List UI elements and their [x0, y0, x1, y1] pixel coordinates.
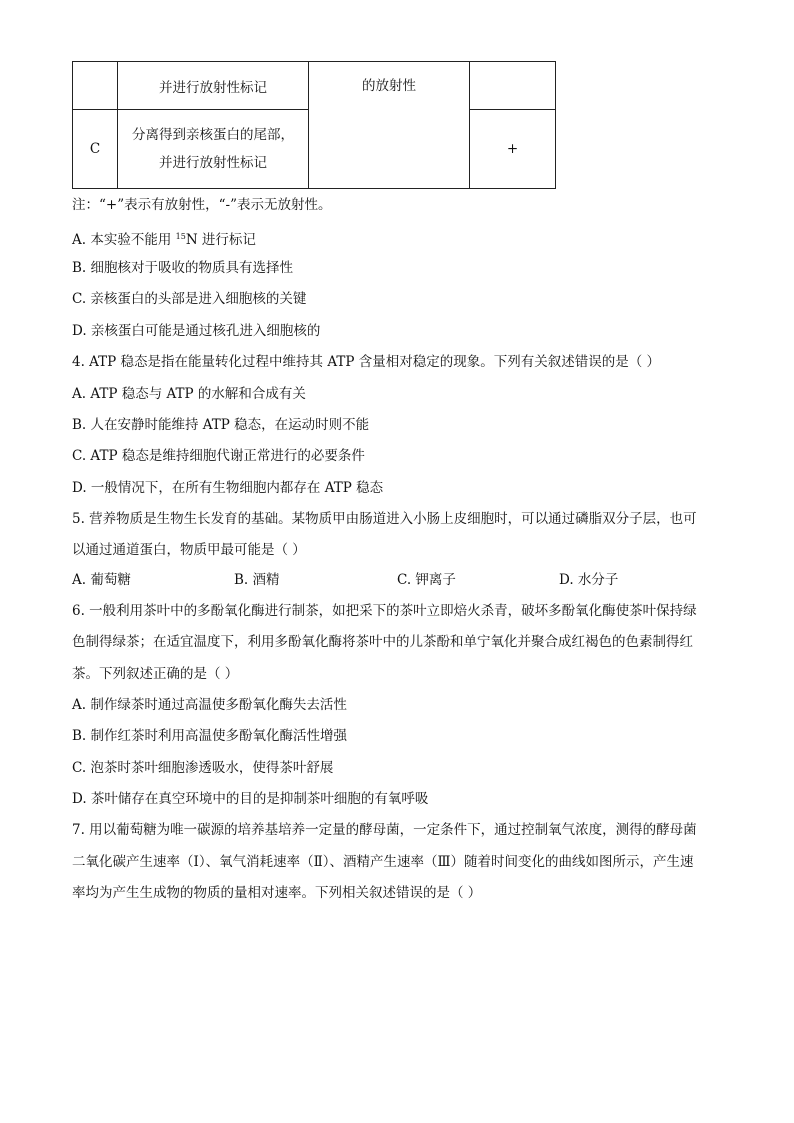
option-b: B. 人在安静时能维持 ATP 稳态，在运动时则不能	[72, 417, 370, 433]
question-5-stem: 5. 营养物质是生物生长发育的基础。某物质甲由肠道进入小肠上皮细胞时，可以通过磷脂双分子层，也可	[72, 511, 697, 527]
question-6-stem: 色制得绿茶；在适宜温度下，利用多酚氧化酶将茶叶中的儿茶酚和单宁氧化并聚合成红褐色的色素制得红	[72, 634, 693, 650]
option-a: A. 葡萄糖	[72, 572, 131, 588]
question-7-stem: 7. 用以葡萄糖为唯一碳源的培养基培养一定量的酵母菌，一定条件下，通过控制氧气浓度，测得的酵母菌	[72, 822, 697, 838]
option-d: D. 亲核蛋白可能是通过核孔进入细胞核的	[72, 323, 321, 339]
table-note: 注：“+”表示有放射性，“-”表示无放射性。	[72, 197, 332, 213]
option-a	[72, 227, 256, 250]
table-cell	[118, 110, 309, 189]
option-c: C. 钾离子	[397, 572, 456, 588]
table-cell	[73, 62, 118, 110]
question-7-stem: 率均为产生生成物的物质的量相对速率。下列相关叙述错误的是（ ）	[72, 885, 482, 901]
question-5-options	[0, 570, 794, 590]
table-cell: C	[73, 110, 118, 189]
option-b: B. 酒精	[234, 572, 280, 588]
cell-line: 分离得到亲核蛋白的尾部，	[132, 127, 294, 143]
option-d: D. 茶叶储存在真空环境中的目的是抑制茶叶细胞的有氧呼吸	[72, 791, 429, 807]
question-6-stem: 茶。下列叙述正确的是（ ）	[72, 666, 239, 682]
option-text: N 进行标记	[185, 232, 256, 248]
option-a: A. ATP 稳态与 ATP 的水解和合成有关	[72, 386, 306, 402]
question-4-stem: 4. ATP 稳态是指在能量转化过程中维持其 ATP 含量相对稳定的现象。下列有关叙述错误的是（ ）	[72, 354, 661, 370]
option-c: C. 亲核蛋白的头部是进入细胞核的关键	[72, 291, 307, 307]
table-cell: 并进行放射性标记	[118, 62, 309, 110]
option-d: D. 一般情况下，在所有生物细胞内都存在 ATP 稳态	[72, 480, 384, 496]
table-cell-merged: 的放射性	[309, 62, 470, 189]
option-text: A. 本实验不能用	[72, 232, 176, 248]
table-cell: +	[470, 110, 556, 189]
superscript: 15	[175, 232, 186, 241]
question-7-stem: 二氧化碳产生速率（I）、氧气消耗速率（Ⅱ）、酒精产生速率（Ⅲ）随着时间变化的曲线如图所示，产生速	[72, 854, 694, 870]
question-6-stem: 6. 一般利用茶叶中的多酚氧化酶进行制茶，如把采下的茶叶立即焙火杀青，破坏多酚氧化酶使茶叶保持绿	[72, 603, 697, 619]
table-row	[73, 62, 556, 110]
option-d: D. 水分子	[559, 572, 619, 588]
cell-line: 并进行放射性标记	[159, 155, 267, 171]
experiment-table	[72, 61, 556, 189]
option-c: C. ATP 稳态是维持细胞代谢正常进行的必要条件	[72, 448, 365, 464]
option-b: B. 制作红茶时利用高温使多酚氧化酶活性增强	[72, 728, 348, 744]
table-cell	[470, 62, 556, 110]
option-c: C. 泡茶时茶叶细胞渗透吸水，使得茶叶舒展	[72, 760, 334, 776]
question-5-stem: 以通过通道蛋白，物质甲最可能是（ ）	[72, 542, 306, 558]
option-b: B. 细胞核对于吸收的物质具有选择性	[72, 260, 294, 276]
option-a: A. 制作绿茶时通过高温使多酚氧化酶失去活性	[72, 697, 347, 713]
